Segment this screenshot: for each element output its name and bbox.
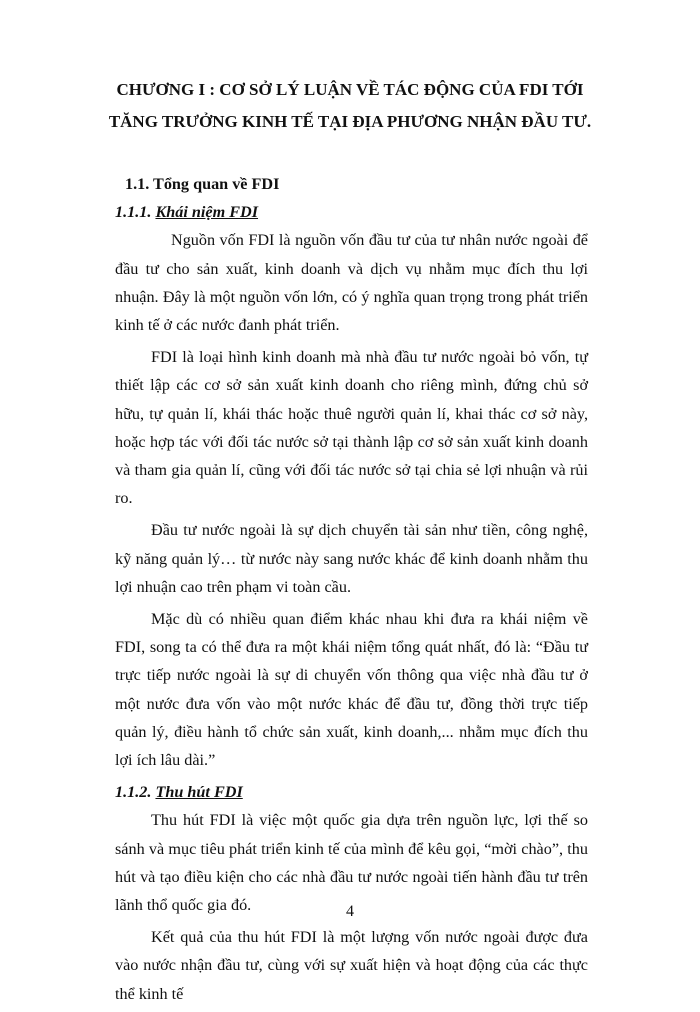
section-number: 1.1.1. <box>115 203 152 222</box>
section-heading-1-1: 1.1. Tổng quan về FDI <box>125 175 280 193</box>
chapter-title <box>60 74 640 138</box>
section-title: Khái niệm FDI <box>155 203 259 222</box>
paragraph: Đầu tư nước ngoài là sự dịch chuyển tài sản như tiền, công nghệ, kỹ năng quản lý… từ nước này sang nước khác để kinh doanh nhằm thu lợi nhuận cao trên phạm vi toàn cầu. <box>115 521 588 596</box>
paragraph: Mặc dù có nhiều quan điểm khác nhau khi đưa ra khái niệm về FDI, song ta có thể đưa ra một khái niệm tổng quát nhất, đó là: “Đầu tư trực tiếp nước ngoài là sự di chuyển vốn thông qua việc nhà đầu tư ở một nước đưa vốn vào một nước khác để đầu tư, đồng thời trực tiếp quản lý, điều hành tổ chức sản xuất, kinh doanh,... nhằm mục đích thu lợi ích lâu dài.” <box>115 610 588 770</box>
paragraph: Thu hút FDI là việc một quốc gia dựa trên nguồn lực, lợi thế so sánh và mục tiêu phát triển kinh tế của mình để kêu gọi, “mời chào”, thu hút và tạo điều kiện cho các nhà đầu tư nước ngoài tiến hành đầu tư trên lãnh thổ quốc gia đó. <box>115 811 588 915</box>
paragraph: Nguồn vốn FDI là nguồn vốn đầu tư của tư nhân nước ngoài để đầu tư cho sản xuất, kinh doanh và dịch vụ nhằm mục đích thu lợi nhuận. Đây là một nguồn vốn lớn, có ý nghĩa quan trọng trong phát triển kinh tế ở các nước đanh phát triển. <box>115 231 588 335</box>
section-heading-1-1-1 <box>115 198 588 226</box>
paragraph: Kết quả của thu hút FDI là một lượng vốn nước ngoài được đưa vào nước nhận đầu tư, cùng với sự xuất hiện và hoạt động của các thực thể kinh tế <box>115 928 588 1003</box>
section-heading-1-1-2 <box>115 778 588 806</box>
paragraph: FDI là loại hình kinh doanh mà nhà đầu tư nước ngoài bỏ vốn, tự thiết lập các cơ sở sản xuất kinh doanh cho riêng mình, đứng chủ sở hữu, tự quản lí, khái thác hoặc thuê người quản lí, khai thác cơ sở này, hoặc hợp tác với đối tác nước sở tại thành lập cơ sở sản xuất kinh doanh và tham gia quản lí, cũng với đối tác nước sở tại chia sẻ lợi nhuận và rủi ro. <box>115 348 588 508</box>
chapter-title-line-1: CHƯƠNG I : CƠ SỞ LÝ LUẬN VỀ TÁC ĐỘNG CỦA FDI TỚI <box>116 80 584 99</box>
section-number: 1.1.2. <box>115 783 152 802</box>
chapter-title-line-2: TĂNG TRƯỞNG KINH TẾ TẠI ĐỊA PHƯƠNG NHẬN ĐẦU TƯ. <box>108 112 592 131</box>
body-text <box>115 170 588 1012</box>
page-number: 4 <box>346 903 354 920</box>
section-title: Thu hút FDI <box>155 783 243 802</box>
